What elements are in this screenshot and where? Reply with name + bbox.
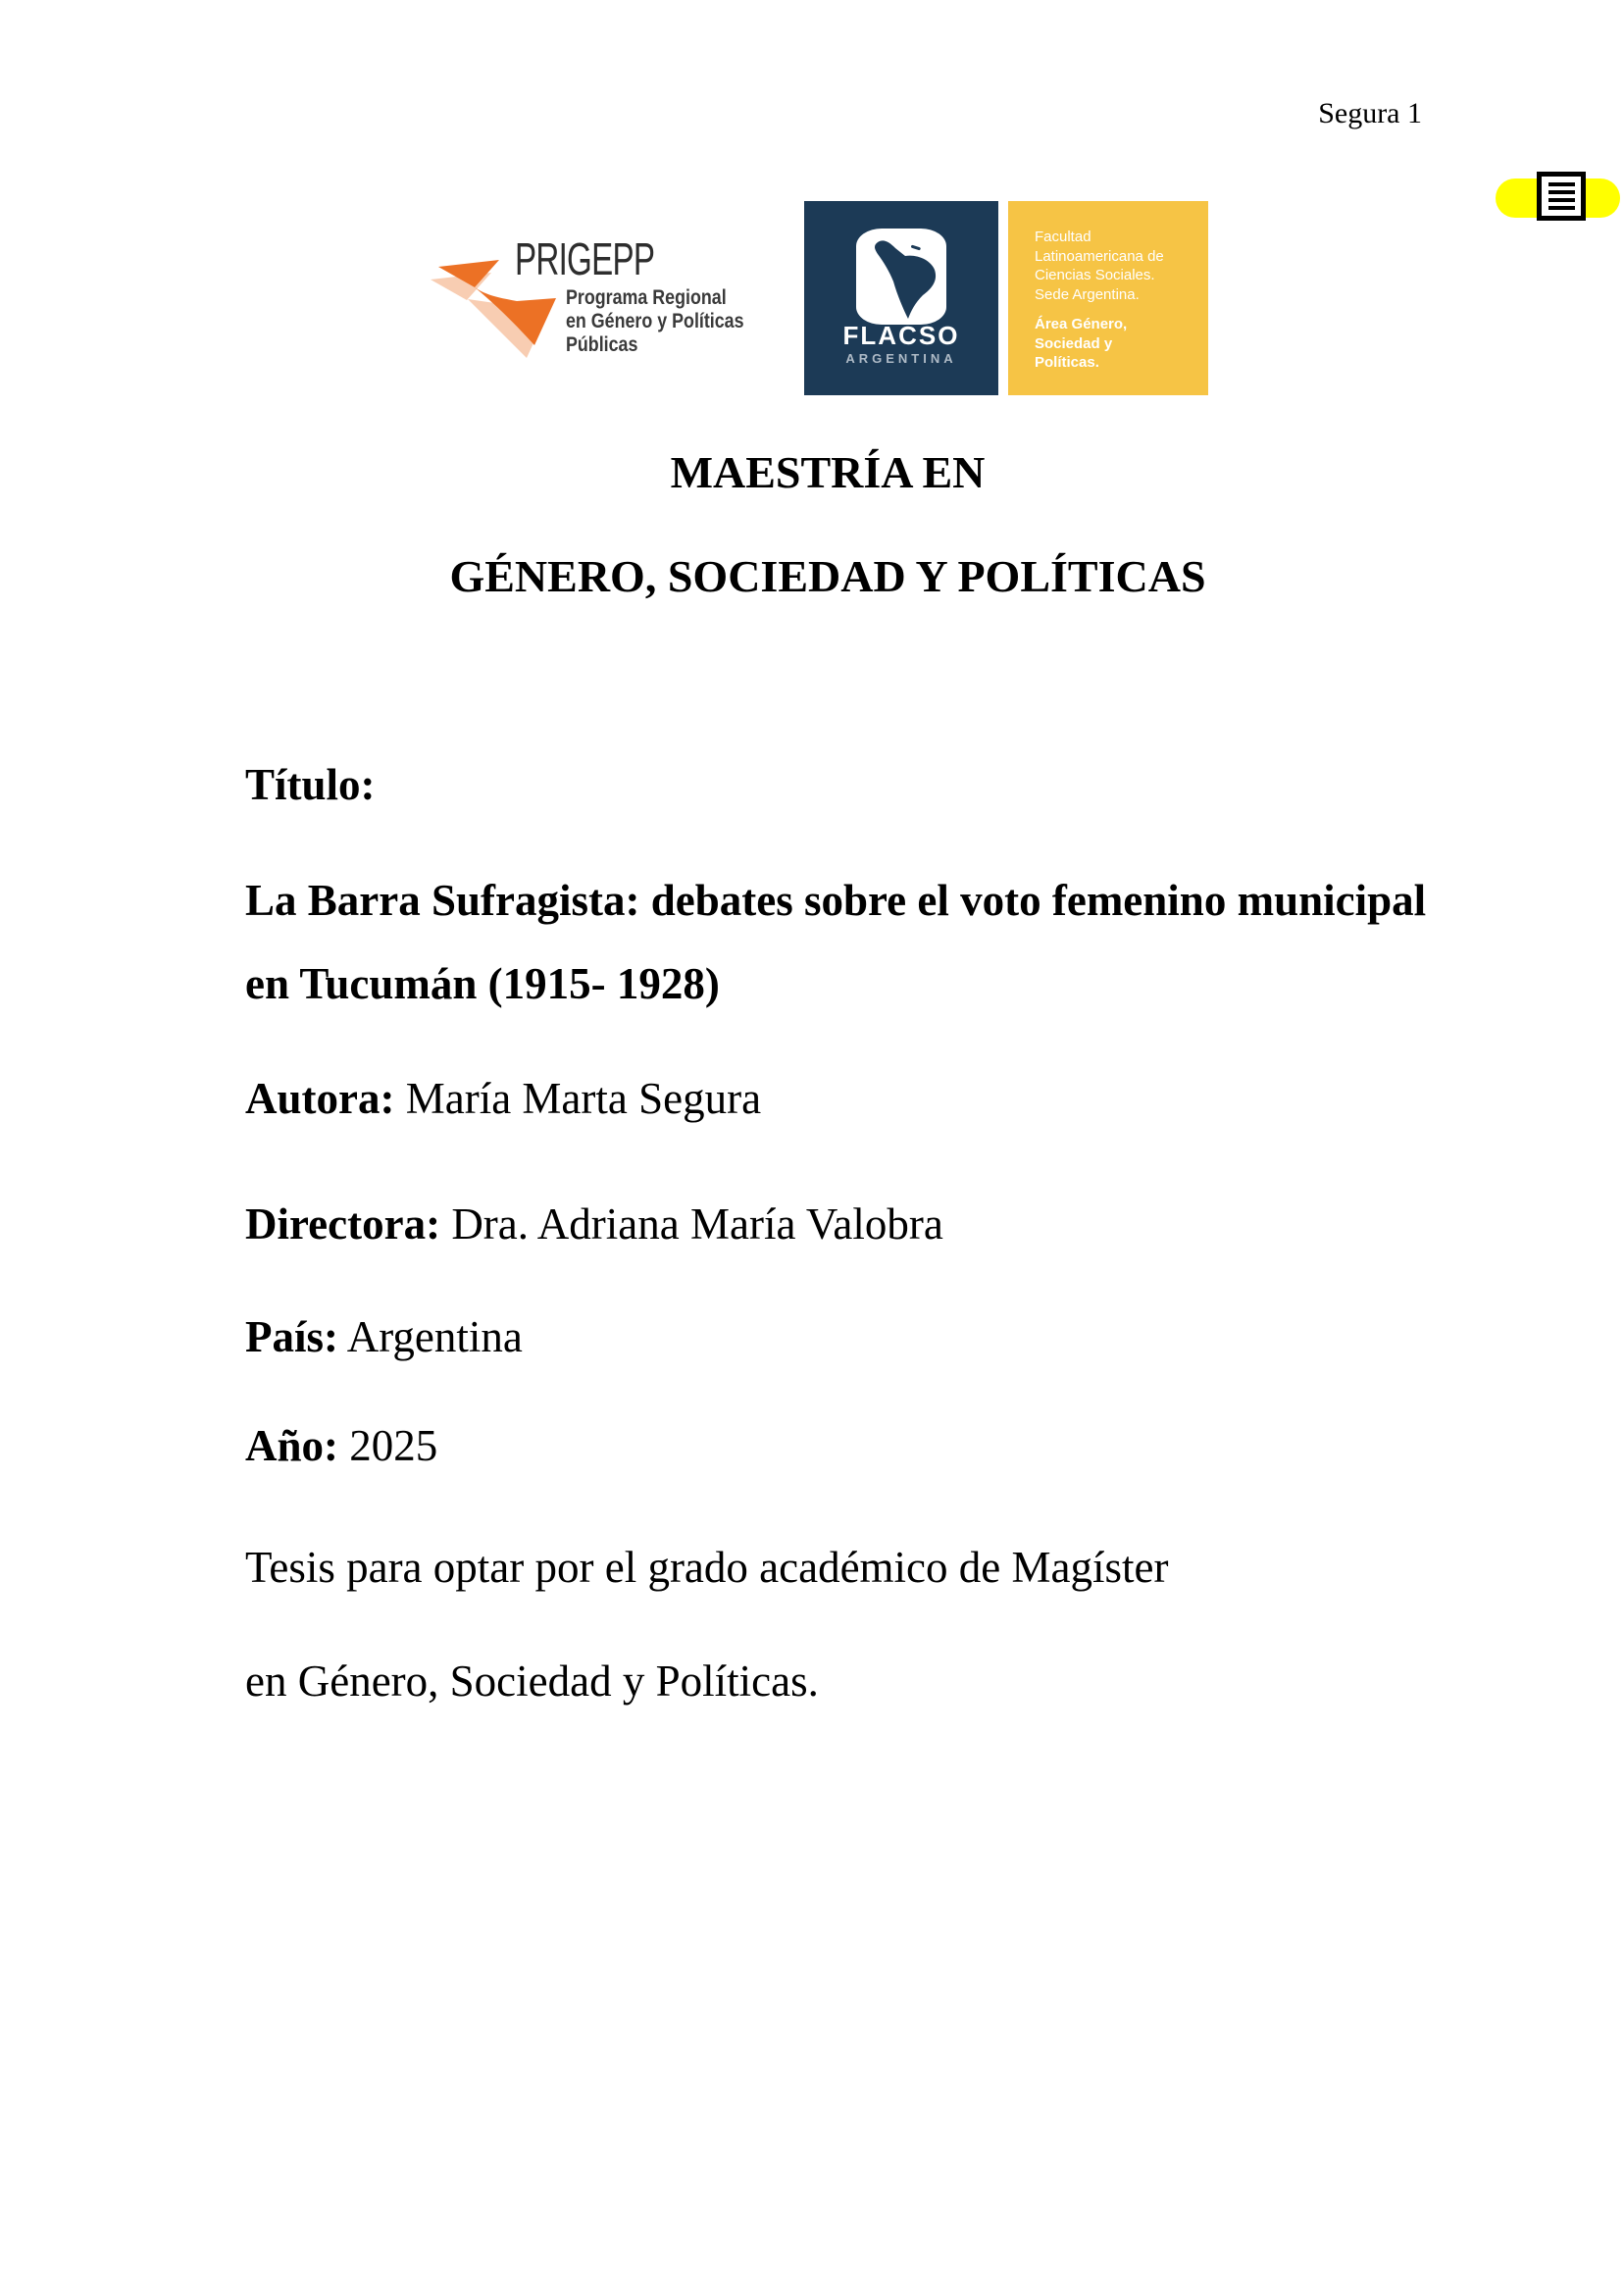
author-line [245, 1074, 762, 1123]
prigepp-logo [429, 235, 762, 368]
list-icon-bar [1548, 190, 1575, 194]
author-value: María Marta Segura [394, 1074, 762, 1123]
flacso-area-line: Políticas. [1035, 354, 1099, 371]
flacso-desc-line: Facultad [1035, 229, 1091, 245]
director-line [245, 1199, 943, 1249]
list-icon[interactable] [1537, 172, 1586, 221]
list-icon-bar [1548, 182, 1575, 186]
list-icon-bar [1548, 206, 1575, 210]
flacso-logo [804, 201, 998, 395]
title-label: Título: [245, 760, 376, 809]
flacso-wordmark: FLACSO [842, 321, 960, 350]
director-value: Dra. Adriana María Valobra [440, 1199, 943, 1249]
flacso-area-block [1008, 201, 1208, 395]
closing-line1: Tesis para optar por el grado académico de Magíster [245, 1543, 1169, 1592]
closing-line2: en Género, Sociedad y Políticas. [245, 1657, 819, 1706]
country-label: País: [245, 1312, 338, 1361]
flacso-desc-line: Latinoamericana de [1035, 247, 1164, 265]
flacso-desc-line: Ciencias Sociales. [1035, 267, 1155, 283]
flacso-desc-line: Sede Argentina. [1035, 285, 1140, 303]
flacso-country-label: ARGENTINA [845, 351, 957, 366]
flacso-area-line: Sociedad y [1035, 334, 1113, 352]
program-heading-line2: GÉNERO, SOCIEDAD Y POLÍTICAS [449, 551, 1206, 601]
director-label: Directora: [245, 1199, 441, 1249]
country-line [245, 1312, 523, 1361]
list-icon-bar [1548, 198, 1575, 202]
thesis-title-line1: La Barra Sufragista: debates sobre el voto femenino municipal [245, 876, 1427, 925]
year-line [245, 1421, 438, 1470]
program-heading-line1: MAESTRÍA EN [670, 447, 986, 497]
running-head: Segura 1 [1318, 97, 1422, 129]
prigepp-wordmark: PRIGEPP [515, 233, 655, 284]
year-label: Año: [245, 1421, 339, 1470]
prigepp-tagline: Programa Regional en Género y Políticas Públicas [566, 286, 744, 356]
thesis-title-line2: en Tucumán (1915- 1928) [245, 959, 720, 1008]
latin-america-map-icon [856, 229, 946, 325]
author-label: Autora: [245, 1074, 395, 1123]
year-value: 2025 [338, 1421, 438, 1470]
flacso-area-line: Área Género, [1035, 316, 1128, 332]
country-value: Argentina [338, 1312, 523, 1361]
